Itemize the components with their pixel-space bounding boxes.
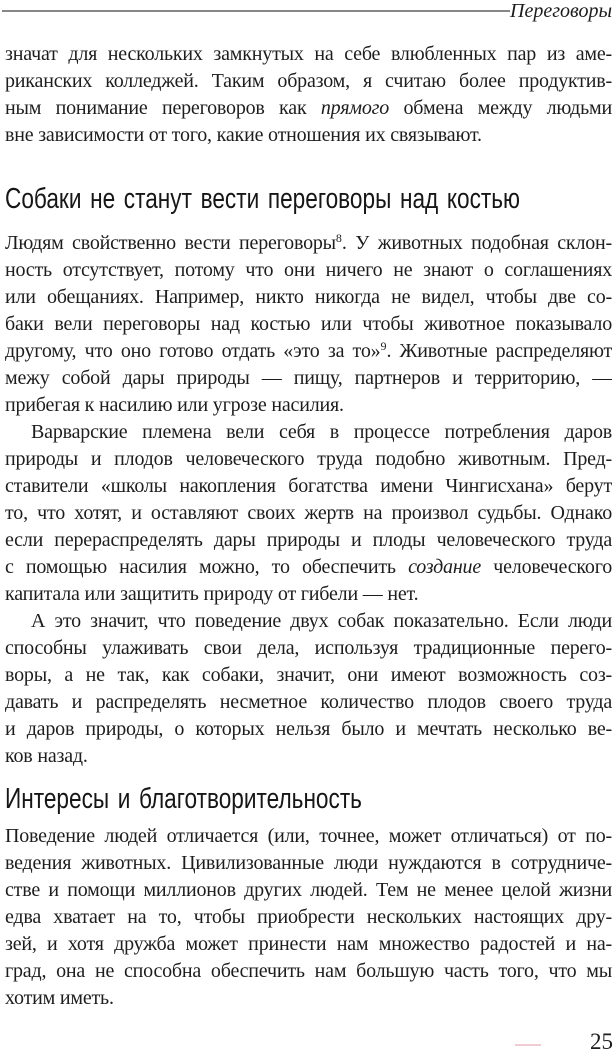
running-head: Переговоры: [510, 0, 612, 22]
text-segment: способны улаживать свои дела, используя традиционные перего-: [5, 637, 612, 659]
text-line: [5, 122, 612, 149]
footnote-marker: 9: [380, 339, 387, 353]
text-segment: с помощью насилия можно, то обеспечить: [5, 556, 409, 578]
text-line: [5, 850, 612, 877]
footer-accent-line: [515, 1044, 541, 1046]
text-line: [5, 527, 612, 554]
text-line: [5, 689, 612, 716]
text-segment: Варварские племена вели себя в процессе потребления даров: [31, 421, 612, 443]
text-segment: баки вели переговоры над костью или чтобы животное показывало: [5, 313, 612, 335]
text-line: [5, 743, 612, 770]
text-segment: прибегая к насилию или угрозе насилия.: [5, 394, 344, 416]
text-segment: то, что хотят, и оставляют своих жертв на произвол судьбы. Однако: [5, 502, 612, 524]
text-segment: межу собой дары природы — пищу, партнеров и территорию, —: [5, 367, 612, 389]
text-segment: или обещаниях. Например, никто никогда не видел, чтобы две со-: [5, 286, 612, 308]
text-segment: ставители «школы накопления богатства имени Чингисхана» берут: [5, 475, 612, 497]
header-rule: [2, 10, 510, 12]
text-line: [5, 581, 612, 608]
text-segment: если перераспределять дары природы и плоды человеческого труда: [5, 529, 612, 551]
text-line: [5, 230, 612, 257]
text-line: [5, 473, 612, 500]
text-segment: А это значит, что поведение двух собак показательно. Если люди: [31, 610, 612, 632]
text-segment: давать и распределять несметное количество плодов своего труда: [5, 691, 612, 713]
text-line: [5, 985, 612, 1012]
heading-interests: Интересы и благотворительность: [5, 783, 362, 815]
text-segment: человеческого: [481, 556, 612, 578]
text-line: [5, 41, 612, 68]
text-line: [5, 68, 612, 95]
text-segment: значат для нескольких замкнутых на себе влюбленных пар из аме-: [5, 43, 612, 65]
text-segment: вне зависимости от того, какие отношения их связывают.: [5, 124, 482, 146]
page-number: 25: [590, 1029, 613, 1054]
text-line: [5, 554, 612, 581]
text-segment: природы и плодов человеческого труда подобно животным. Пред-: [5, 448, 612, 470]
text-line: [5, 338, 612, 365]
text-line: [5, 257, 612, 284]
text-line: [5, 446, 612, 473]
text-line: [5, 95, 612, 122]
text-segment: Людям свойственно вести переговоры: [5, 232, 336, 254]
footnote-marker: 8: [335, 231, 342, 245]
text-segment: ным понимание переговоров как: [5, 97, 321, 119]
text-segment: обмена между людьми: [389, 97, 612, 119]
text-line: [5, 716, 612, 743]
paragraph-dogs: [5, 230, 612, 419]
text-line: [5, 365, 612, 392]
text-line: [5, 877, 612, 904]
paragraph-barbarians: [5, 419, 612, 608]
text-segment: хотим иметь.: [5, 987, 114, 1009]
text-segment: создание: [408, 556, 482, 578]
text-line: [5, 284, 612, 311]
text-line: [5, 311, 612, 338]
text-segment: ков назад.: [5, 745, 88, 767]
heading-dogs: Собаки не станут вести переговоры над костью: [5, 183, 521, 215]
text-line: [5, 608, 612, 635]
text-segment: капитала или защитить природу от гибели — нет.: [5, 583, 419, 605]
text-line: [5, 823, 612, 850]
text-line: [5, 635, 612, 662]
text-segment: риканских колледжей. Таким образом, я считаю более продуктив-: [5, 70, 612, 92]
text-segment: воры, а не так, как собаки, значит, они имеют возможность соз-: [5, 664, 612, 686]
page-body: [0, 41, 616, 1012]
text-segment: едва хватает на то, чтобы приобрести нескольких настоящих дру-: [5, 906, 612, 928]
paragraph-intro: [5, 41, 612, 149]
paragraph-interests: [5, 823, 612, 1012]
text-segment: . У животных подобная склон-: [341, 232, 612, 254]
text-segment: зей, и хотя дружба может принести нам множество радостей и на-: [5, 933, 612, 955]
text-line: [5, 931, 612, 958]
text-segment: стве и помощи миллионов других людей. Тем не менее целой жизни: [5, 879, 612, 901]
text-line: [5, 419, 612, 446]
text-line: [5, 500, 612, 527]
text-segment: . Животные распределяют: [386, 340, 612, 362]
text-segment: прямого: [320, 97, 390, 119]
text-segment: град, она не способна обеспечить нам большую часть того, что мы: [5, 960, 612, 982]
text-segment: и даров природы, о которых нельзя было и мечтать несколько ве-: [5, 718, 612, 740]
text-line: [5, 958, 612, 985]
text-segment: ведения животных. Цивилизованные люди нуждаются в сотрудниче-: [5, 852, 612, 874]
text-line: [5, 904, 612, 931]
text-segment: другому, что оно готово отдать «это за то»: [5, 340, 381, 362]
paragraph-two-dogs-meaning: [5, 608, 612, 770]
text-line: [5, 392, 612, 419]
page-header: [0, 0, 616, 22]
text-line: [5, 662, 612, 689]
text-segment: ность отсутствует, потому что они ничего не знают о соглашениях: [5, 259, 612, 281]
text-segment: Поведение людей отличается (или, точнее, может отличаться) от по-: [5, 825, 612, 847]
